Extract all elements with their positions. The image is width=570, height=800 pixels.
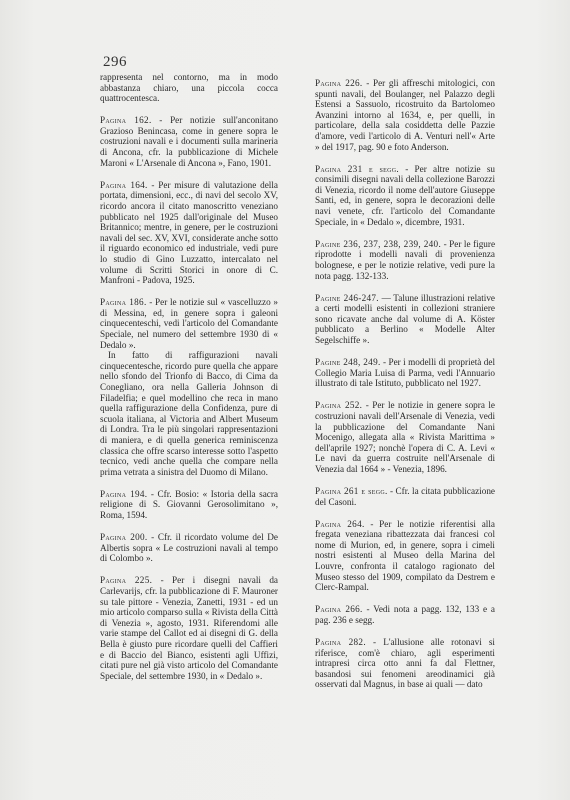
footnote-paragraph [315,637,495,690]
footnote-page-reference: Pagina 261 e segg. [315,486,388,496]
footnote-entry [90,72,278,104]
footnote-text: - Per gli affreschi mitologici, con spunti navali, del Boulanger, nel Palazzo degli Estensi a Sassuolo, ricostruito da Bartolomeo Avanzini intorno al 1634, e, per quelli, in particolare, della sala cosiddetta delle Pazzie d'amore, vedi l'articolo di A. Venturi nell'« Arte » del 1917, pag. 90 e foto Anderson. [315,78,495,152]
page-number: 296 [103,54,127,70]
footnote-page-reference: Pagina 231 e segg. [315,163,399,174]
footnote-paragraph [315,357,495,389]
footnote-entry [90,115,278,168]
footnote-page-reference: Pagina 164. [100,179,148,190]
footnote-paragraph [315,604,495,625]
footnote-paragraph [315,486,495,507]
footnote-entry [305,78,495,152]
footnote-entry [305,357,495,389]
footnote-text: - Per le notizie riferentisi alla fregata veneziana ribattezzata dai francesi col nome di Murion, ed, in genere, sopra i cimeli nostri esistenti al Museo della Marina del Louvre, confronta il catalogo ragionato del Museo stesso del 1909, compilato da Destrem e Clerc-Rampal. [315,518,495,593]
footnote-paragraph [100,297,278,350]
footnote-paragraph [100,72,278,104]
footnote-text: - Per altre notizie su consimili disegni navali della collezione Barozzi di Venezia, ricordo il nome dell'autore Giuseppe Santi, ed, in genere, sopra le decorazioni delle navi venete, cfr. l'articolo del Comandante Speciale, in « Dedalo », dicembre, 1931. [315,163,495,227]
footnote-paragraph [315,164,495,228]
footnote-text: rappresenta nel contorno, ma in modo abbastanza chiaro, una piccola cocca quattrocentesca. [100,72,278,104]
footnote-page-reference: Pagine 248, 249. [315,357,381,368]
footnote-text: In fatto di raffigurazioni navali cinquecentesche, ricordo pure quella che appare nello sfondo del Trionfo di Bacco, di Cima da Conegliano, ora nella Galleria Johnson di Filadelfia; e quel modellino che reca in mano quella raffigurazione della Confidenza, pure di scuola italiana, al Victoria and Albert Museum di Londra. Tra le più singolari rappresentazioni di maniera, e di quella generica reminiscenza classica che offre scarso interesse sotto l'aspetto tecnico, vedi anche quella che compare nella prima vetrata a sinistra del Duomo di Milano. [100,350,278,477]
footnote-paragraph [315,519,495,593]
footnote-entry [90,180,278,286]
footnote-text: — Talune illustrazioni relative a certi modelli esistenti in collezioni straniere sono ricavate anche dal volume di A. Köster pubblicato a Berlino « Modelle Alter Segelschiffe ». [315,292,495,345]
footnote-text: - Cfr. il ricordato volume del De Albertis sopra « Le costruzioni navali al tempo di Colombo ». [100,532,278,564]
footnote-text: - Cfr. Bosio: « Istoria della sacra religione di S. Giovanni Gerosolimitano », Roma, 1594. [100,488,278,520]
footnote-text: - Per misure di valutazione della portata, dimensioni, ecc., di navi del secolo XV, ricordo ancora il citato manoscritto veneziano pubblicato nel 1925 dall'originale del Museo Britannico; mentre, in genere, per le costruzioni navali del sec. XV, XVI, considerate anche sotto il riguardo economico ed industriale, vedi pure lo studio di Gino Luzzatto, intercalato nel volume di Scritti Storici in onore di C. Manfroni - Padova, 1925. [100,179,278,286]
footnote-page-reference: Pagina 162. [100,115,152,126]
footnote-page-reference: Pagina 282. [315,637,366,648]
footnote-entry [90,489,278,521]
footnote-page-reference: Pagina 264. [315,518,365,529]
footnote-entry [90,297,278,477]
footnote-paragraph [315,400,495,474]
footnote-paragraph [100,575,278,681]
left-column [90,72,278,693]
footnote-page-reference: Pagina 225. [100,575,153,586]
footnote-text: - Per le notizie in genere sopra le costruzioni navali dell'Arsenale di Venezia, vedi la pubblicazione del Comandante Nani Mocenigo, allegata alla « Rivista Marittima » dell'aprile 1927; nonchè l'opera di C. A. Levi « Le navi da guerra costruite nell'Arsenale di Venezia dal 1664 » - Venezia, 1896. [315,400,495,474]
footnote-page-reference: Pagine 236, 237, 238, 239, 240. [315,238,442,249]
footnote-entry [305,637,495,690]
right-column [305,78,495,702]
footnote-entry [305,164,495,228]
footnote-paragraph [100,180,278,286]
footnote-page-reference: Pagina 186. [100,297,147,308]
footnote-text: - Per notizie sull'anconitano Grazioso Benincasa, come in genere sopra le costruzioni navali e i documenti sulla marineria di Ancona, cfr. la pubblicazione di Michele Maroni « L'Arsenale di Ancona », Fano, 1901. [100,115,279,168]
footnote-paragraph [100,489,278,521]
footnote-paragraph [315,293,495,346]
footnote-entry [90,575,278,681]
footnote-paragraph [100,115,278,168]
footnote-paragraph [315,239,495,281]
footnote-entry [305,486,495,507]
footnote-text: - L'allusione alle rotonavi si riferisce, com'è chiaro, agli esperimenti intrapresi circa otto anni fa dal Flettner, basandosi sui fenomeni areodinamici già osservati dal Magnus, in base ai quali — dato [315,637,495,690]
footnote-page-reference: Pagina 266. [315,604,363,615]
footnote-page-reference: Pagina 226. [315,78,363,88]
footnote-entry [305,519,495,593]
footnote-page-reference: Pagina 252. [315,400,363,411]
footnote-page-reference: Pagina 200. [100,532,148,543]
footnote-text: - Vedi nota a pagg. 132, 133 e a pag. 236 e segg. [315,604,495,625]
footnote-paragraph [100,350,278,477]
footnote-page-reference: Pagine 246-247. [315,292,379,303]
footnote-entry [90,532,278,564]
footnote-text: - Per i modelli di proprietà del Collegio Maria Luisa di Parma, vedi l'Annuario illustrato di tale Istituto, pubblicato nel 1927. [315,357,495,389]
footnote-entry [305,604,495,625]
footnote-entry [305,239,495,281]
footnote-page-reference: Pagina 194. [100,488,148,499]
footnote-text: - Per i disegni navali da Carlevarijs, cfr. la pubblicazione di F. Mauroner su tale pittore - Venezia, Zanetti, 1931 - ed un mio articolo comparso sulla « Rivista della Città di Venezia », agosto, 1931. Riferendomi alle varie stampe del Callot ed ai disegni di G. della Bella è giusto pure ricordare quelli del Caffieri e di Baccio del Bianco, esistenti agli Uffizi, citati pure nel già visto articolo del Comandante Speciale, del settembre 1930, in « Dedalo ». [100,575,278,681]
footnote-paragraph [315,78,495,152]
footnote-text: - Per le notizie sul « vascelluzzo » di Messina, ed, in genere sopra i galeoni cinquecenteschi, vedi l'articolo del Comandante Speciale, nel numero del settembre 1930 di « Dedalo ». [100,297,278,350]
footnote-paragraph [100,532,278,564]
footnote-text: - Cfr. la citata pubblicazione del Casoni. [315,486,495,507]
footnote-entry [305,293,495,346]
footnote-entry [305,400,495,474]
footnote-text: - Per le figure riprodotte i modelli navali di provenienza bolognese, e per le notizie relative, vedi pure la nota pagg. 132-133. [315,238,496,281]
